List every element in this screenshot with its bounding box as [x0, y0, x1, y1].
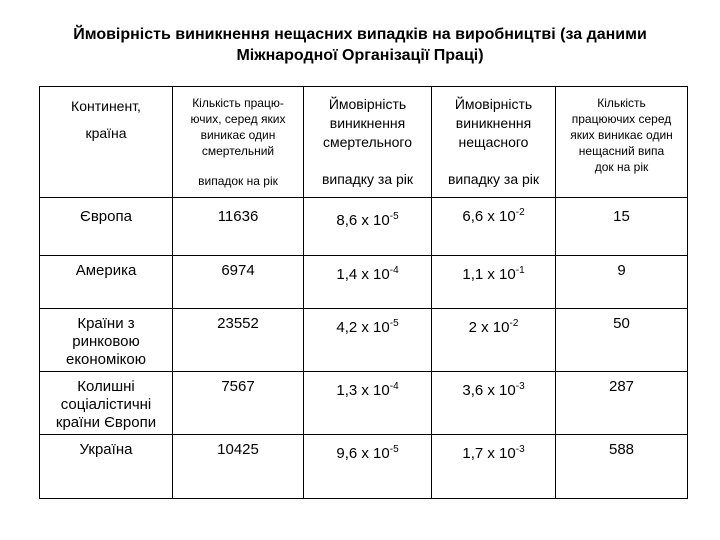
- page-title: Ймовірність виникнення нещасних випадків на виробництві (за даними Міжнародної Організації Праці): [73, 26, 647, 64]
- table-row: [40, 256, 688, 309]
- header-accident-probability: Ймовірність виникнення нещасного випадку за рік: [432, 87, 556, 198]
- row-accident-probability: 1,7 х $10^{-3}$: [432, 435, 556, 499]
- row-workers: 10425: [173, 435, 304, 499]
- row-fatal-probability: 1,3 х $10^{-4}$: [304, 372, 432, 435]
- table-row: [40, 198, 688, 256]
- row-country: Колишні соціалістичні країни Європи: [40, 372, 173, 435]
- row-workers-per-accident: 9: [556, 256, 688, 309]
- table-row: [40, 309, 688, 372]
- table-row: [40, 372, 688, 435]
- row-country: Америка: [40, 256, 173, 309]
- row-workers: 11636: [173, 198, 304, 256]
- table-row: [40, 435, 688, 499]
- row-workers-per-accident: 50: [556, 309, 688, 372]
- row-country: Європа: [40, 198, 173, 256]
- header-country: Континент, країна: [40, 87, 173, 198]
- row-workers: 23552: [173, 309, 304, 372]
- row-fatal-probability: 8,6 х $10^{-5}$: [304, 198, 432, 256]
- row-fatal-probability: 4,2 х $10^{-5}$: [304, 309, 432, 372]
- header-row: [40, 87, 688, 198]
- row-accident-probability: 1,1 х $10^{-1}$: [432, 256, 556, 309]
- row-accident-probability: 2 х $10^{-2}$: [432, 309, 556, 372]
- row-workers-per-accident: 588: [556, 435, 688, 499]
- row-workers: 6974: [173, 256, 304, 309]
- row-country: Країни з ринковою економікою: [40, 309, 173, 372]
- header-workers-per-fatal: Кількість працю- ючих, серед яких виникає один смертельний випадок на рік: [173, 87, 304, 198]
- row-fatal-probability: 9,6 х $10^{-5}$: [304, 435, 432, 499]
- header-workers-per-accident: Кількість працюючих серед яких виникає один нещасний випа док на рік: [556, 87, 688, 198]
- row-accident-probability: 3,6 х $10^{-3}$: [432, 372, 556, 435]
- row-country: Україна: [40, 435, 173, 499]
- row-workers-per-accident: 15: [556, 198, 688, 256]
- row-workers-per-accident: 287: [556, 372, 688, 435]
- header-fatal-probability: Ймовірність виникнення смертельного випадку за рік: [304, 87, 432, 198]
- row-accident-probability: 6,6 х $10^{-2}$: [432, 198, 556, 256]
- row-fatal-probability: 1,4 х $10^{-4}$: [304, 256, 432, 309]
- accident-table: [39, 86, 688, 499]
- row-workers: 7567: [173, 372, 304, 435]
